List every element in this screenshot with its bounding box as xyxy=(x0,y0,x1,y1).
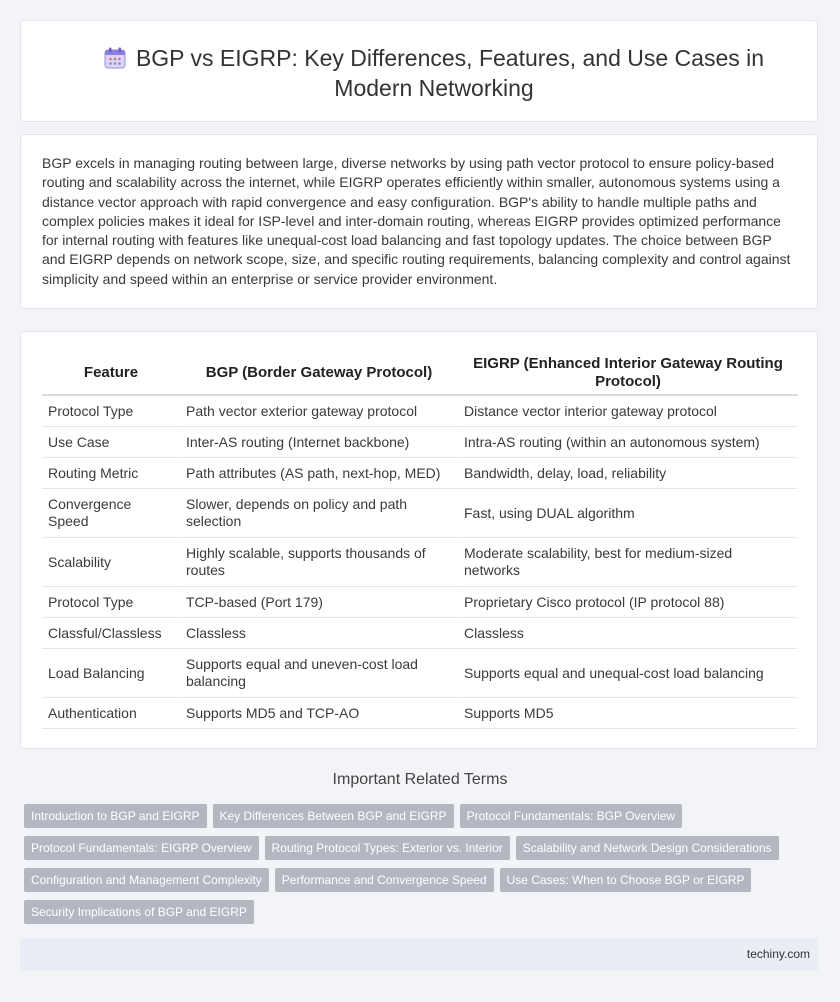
related-term-tag[interactable]: Security Implications of BGP and EIGRP xyxy=(24,900,254,924)
related-term-tag[interactable]: Configuration and Management Complexity xyxy=(24,868,269,892)
related-term-tag[interactable]: Use Cases: When to Choose BGP or EIGRP xyxy=(500,868,752,892)
calendar-icon xyxy=(104,46,126,68)
related-term-tag[interactable]: Routing Protocol Types: Exterior vs. Interior xyxy=(265,836,510,860)
page-title xyxy=(81,43,787,103)
comparison-card xyxy=(20,331,818,749)
table-row xyxy=(42,698,798,729)
related-term-tag[interactable]: Protocol Fundamentals: EIGRP Overview xyxy=(24,836,259,860)
header-feature: Feature xyxy=(42,352,180,396)
cell-feature: Protocol Type xyxy=(42,396,180,427)
cell-feature: Load Balancing xyxy=(42,649,180,698)
cell-eigrp: Moderate scalability, best for medium-sized networks xyxy=(458,538,798,587)
table-row xyxy=(42,396,798,427)
cell-bgp: Inter-AS routing (Internet backbone) xyxy=(180,427,458,458)
title-text: BGP vs EIGRP: Key Differences, Features, and Use Cases in Modern Networking xyxy=(135,45,765,101)
footer-site-link[interactable]: techiny.com xyxy=(746,947,810,961)
cell-bgp: Path vector exterior gateway protocol xyxy=(180,396,458,427)
cell-bgp: Classless xyxy=(180,618,458,649)
intro-paragraph: BGP excels in managing routing between large, diverse networks by using path vector protocol to ensure policy-based routing and scalability across the internet, while EIGRP operates efficiently within smaller, autonomous systems using a distance vector approach with rapid convergence and easy configuration. BGP's ability to handle multiple paths and complex policies makes it ideal for ISP-level and inter-domain routing, whereas EIGRP provides optimized performance for internal routing with features like unequal-cost load balancing and fast topology updates. The choice between BGP and EIGRP depends on network scope, size, and specific routing requirements, balancing complexity and control against simplicity and speed within an enterprise or service provider environment. xyxy=(42,155,791,287)
table-row xyxy=(42,587,798,618)
cell-bgp: Slower, depends on policy and path selection xyxy=(180,489,458,538)
related-term-tag[interactable]: Key Differences Between BGP and EIGRP xyxy=(213,804,454,828)
table-row xyxy=(42,489,798,538)
table-row xyxy=(42,458,798,489)
intro-card xyxy=(20,134,818,309)
title-card xyxy=(20,20,818,122)
cell-bgp: Supports equal and uneven-cost load balancing xyxy=(180,649,458,698)
header-bgp: BGP (Border Gateway Protocol) xyxy=(180,352,458,396)
related-terms-tags xyxy=(24,804,804,932)
cell-feature: Protocol Type xyxy=(42,587,180,618)
cell-eigrp: Distance vector interior gateway protocol xyxy=(458,396,798,427)
table-row xyxy=(42,618,798,649)
cell-bgp: Supports MD5 and TCP-AO xyxy=(180,698,458,729)
cell-eigrp: Proprietary Cisco protocol (IP protocol 88) xyxy=(458,587,798,618)
cell-bgp: Path attributes (AS path, next-hop, MED) xyxy=(180,458,458,489)
cell-eigrp: Supports equal and unequal-cost load balancing xyxy=(458,649,798,698)
related-term-tag[interactable]: Scalability and Network Design Considerations xyxy=(516,836,779,860)
cell-bgp: Highly scalable, supports thousands of routes xyxy=(180,538,458,587)
cell-bgp: TCP-based (Port 179) xyxy=(180,587,458,618)
table-row xyxy=(42,649,798,698)
table-row xyxy=(42,427,798,458)
cell-eigrp: Intra-AS routing (within an autonomous system) xyxy=(458,427,798,458)
footer-bar xyxy=(20,938,818,971)
comparison-table xyxy=(42,352,798,729)
related-term-tag[interactable]: Protocol Fundamentals: BGP Overview xyxy=(460,804,683,828)
related-term-tag[interactable]: Introduction to BGP and EIGRP xyxy=(24,804,207,828)
cell-eigrp: Bandwidth, delay, load, reliability xyxy=(458,458,798,489)
cell-feature: Classful/Classless xyxy=(42,618,180,649)
cell-eigrp: Fast, using DUAL algorithm xyxy=(458,489,798,538)
cell-eigrp: Supports MD5 xyxy=(458,698,798,729)
cell-feature: Scalability xyxy=(42,538,180,587)
related-terms-heading: Important Related Terms xyxy=(332,771,508,788)
cell-eigrp: Classless xyxy=(458,618,798,649)
cell-feature: Use Case xyxy=(42,427,180,458)
header-eigrp: EIGRP (Enhanced Interior Gateway Routing Protocol) xyxy=(458,352,798,396)
table-row xyxy=(42,538,798,587)
cell-feature: Authentication xyxy=(42,698,180,729)
cell-feature: Convergence Speed xyxy=(42,489,180,538)
related-term-tag[interactable]: Performance and Convergence Speed xyxy=(275,868,494,892)
table-header-row xyxy=(42,352,798,396)
cell-feature: Routing Metric xyxy=(42,458,180,489)
